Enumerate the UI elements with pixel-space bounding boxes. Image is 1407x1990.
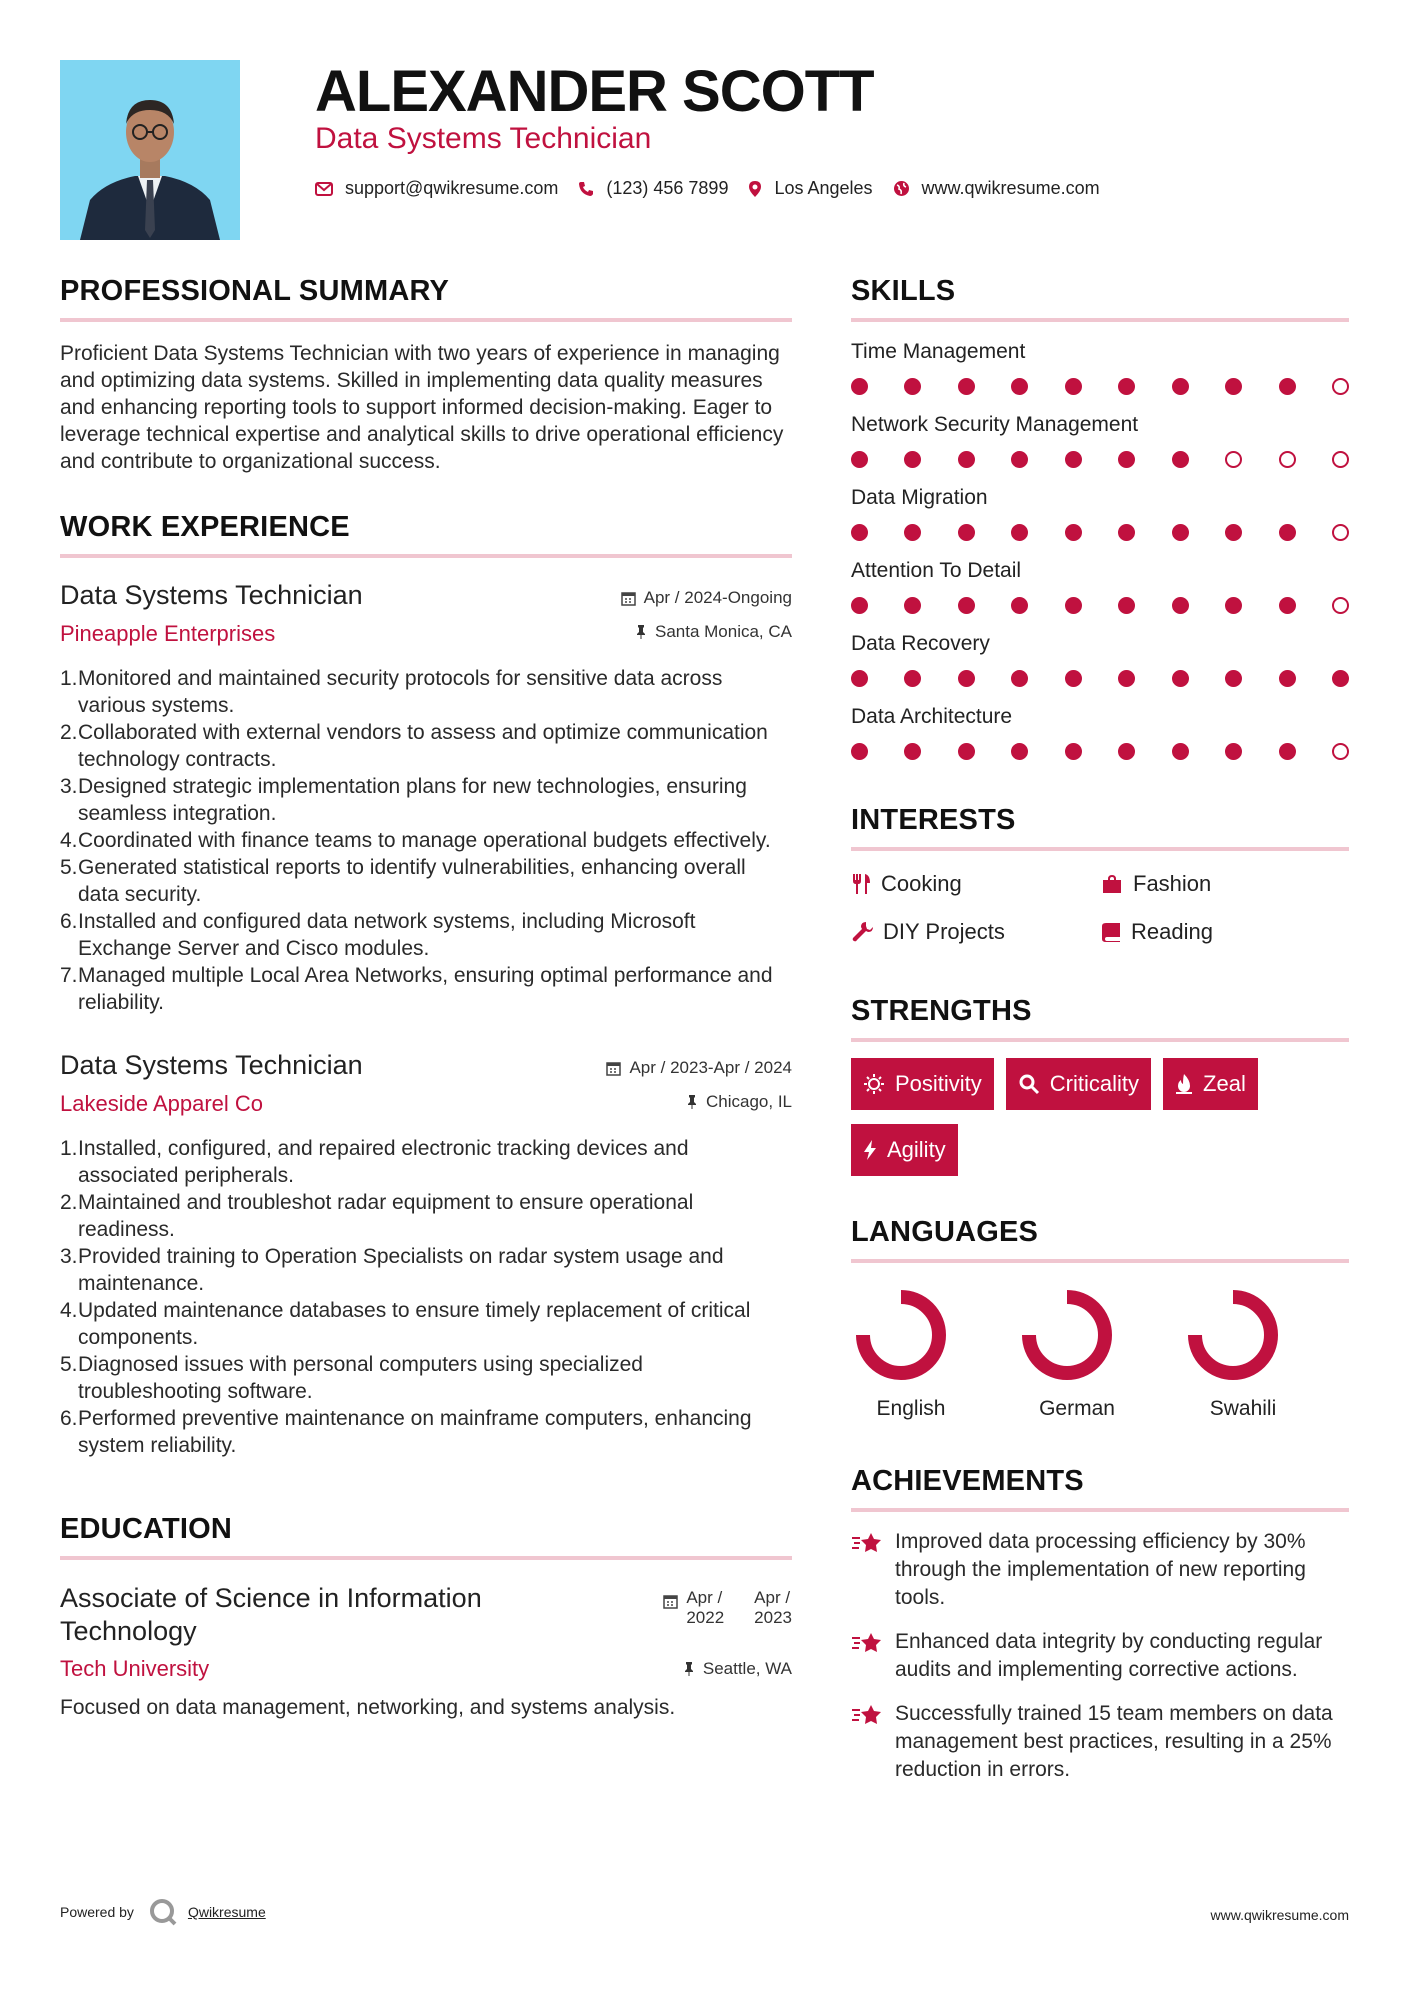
globe-icon: [893, 180, 910, 197]
rating-dot-filled: [1225, 597, 1242, 614]
achievement-item: Successfully trained 15 team members on data management best practices, resulting in a 25% reduction in errors.: [851, 1700, 1349, 1784]
rating-dot-filled: [1225, 743, 1242, 760]
language-ring-arc: [863, 1297, 939, 1373]
contact-phone[interactable]: [578, 178, 728, 199]
rating-dot-empty: [1225, 451, 1242, 468]
list-item: 2. Collaborated with external vendors to assess and optimize communication technology contracts.: [60, 721, 768, 771]
job-entry: [60, 1050, 792, 1459]
section-title: ACHIEVEMENTS: [851, 1465, 1084, 1497]
skill-rating: [851, 378, 1349, 395]
contact-bar: [315, 178, 1120, 199]
rating-dot-filled: [1011, 597, 1028, 614]
rating-dot-filled: [1011, 743, 1028, 760]
skill-item: [851, 413, 1349, 468]
interest-item: Cooking: [851, 871, 1101, 897]
job-duties: [60, 665, 792, 1016]
right-column: [851, 275, 1349, 1784]
language-proficiency-ring: [851, 1285, 971, 1385]
utensils-icon: [851, 873, 871, 895]
rating-dot-filled: [904, 524, 921, 541]
pin-icon: [635, 624, 647, 640]
education-location: Seattle, WA: [683, 1659, 792, 1679]
job-duties: [60, 1135, 792, 1459]
section-divider: [60, 554, 792, 558]
rating-dot-filled: [1279, 743, 1296, 760]
rating-dot-filled: [904, 451, 921, 468]
bolt-icon: [863, 1139, 877, 1161]
education-section: [60, 1513, 792, 1720]
summary-text: Proficient Data Systems Technician with two years of experience in managing and optimizing data systems. Skilled in implementing data quality measures and enhancing reporting tools to support informed decision-making. Eager to leverage technical expertise and analytical skills to drive operational efficiency and contribute to organizational success.: [60, 342, 784, 473]
language-proficiency-ring: [1017, 1285, 1137, 1385]
section-title: WORK EXPERIENCE: [60, 511, 350, 543]
skill-item: [851, 559, 1349, 614]
skill-name: Data Migration: [851, 486, 988, 509]
rating-dot-filled: [851, 451, 868, 468]
list-item: 6. Installed and configured data network systems, including Microsoft Exchange Server and Cisco modules.: [60, 910, 696, 960]
rating-dot-filled: [1065, 524, 1082, 541]
rating-dot-filled: [904, 743, 921, 760]
section-divider: [851, 1508, 1349, 1512]
brand-link[interactable]: Qwikresume: [187, 1904, 266, 1920]
rating-dot-filled: [958, 743, 975, 760]
rating-dot-empty: [1332, 524, 1349, 541]
rating-dot-filled: [1172, 670, 1189, 687]
star-icon: [851, 1630, 883, 1656]
qwikresume-logo-icon: [148, 1897, 178, 1927]
rating-dot-filled: [851, 597, 868, 614]
strength-badge: Criticality: [1006, 1058, 1151, 1110]
skill-name: Attention To Detail: [851, 559, 1022, 582]
shopping-bag-icon: [1101, 874, 1123, 894]
section-divider: [60, 318, 792, 322]
rating-dot-filled: [958, 524, 975, 541]
list-item: 4. Coordinated with finance teams to manage operational budgets effectively.: [60, 829, 771, 852]
skill-rating: [851, 451, 1349, 468]
language-name: German: [1039, 1397, 1115, 1420]
rating-dot-filled: [1011, 378, 1028, 395]
skill-name: Network Security Management: [851, 413, 1139, 436]
section-title: PROFESSIONAL SUMMARY: [60, 275, 450, 307]
rating-dot-filled: [1225, 524, 1242, 541]
skill-rating: [851, 597, 1349, 614]
list-item: 5. Generated statistical reports to identify vulnerabilities, enhancing overall data security.: [60, 856, 746, 906]
star-icon: [851, 1702, 883, 1728]
language-proficiency-ring: [1183, 1285, 1303, 1385]
skill-item: [851, 486, 1349, 541]
rating-dot-filled: [1172, 597, 1189, 614]
contact-location: [748, 178, 872, 199]
phone-icon: [578, 181, 594, 197]
section-title: EDUCATION: [60, 1513, 233, 1545]
list-item: 2. Maintained and troubleshot radar equipment to ensure operational readiness.: [60, 1191, 694, 1241]
strengths-section: [851, 995, 1349, 1190]
pin-icon: [686, 1094, 698, 1110]
rating-dot-filled: [1065, 670, 1082, 687]
rating-dot-filled: [1065, 743, 1082, 760]
achievement-item: Improved data processing efficiency by 30% through the implementation of new reporting tools.: [851, 1528, 1349, 1612]
fire-icon: [1175, 1073, 1193, 1095]
footer-powered-by: Powered by Qwikresume: [60, 1897, 266, 1927]
skill-rating: [851, 524, 1349, 541]
interest-item: Reading: [1101, 919, 1341, 945]
language-name: English: [876, 1397, 946, 1420]
rating-dot-filled: [958, 597, 975, 614]
wrench-icon: [851, 921, 873, 943]
section-divider: [851, 1038, 1349, 1042]
rating-dot-filled: [1118, 524, 1135, 541]
school-name: Tech University: [60, 1656, 210, 1681]
envelope-icon: [315, 182, 333, 196]
candidate-title: Data Systems Technician: [315, 122, 652, 155]
rating-dot-filled: [1011, 670, 1028, 687]
section-title: LANGUAGES: [851, 1216, 1039, 1248]
job-title: Data Systems Technician: [60, 580, 363, 610]
rating-dot-filled: [1225, 378, 1242, 395]
rating-dot-filled: [1332, 670, 1349, 687]
rating-dot-filled: [1118, 670, 1135, 687]
interests-section: [851, 804, 1349, 945]
rating-dot-filled: [1065, 378, 1082, 395]
rating-dot-filled: [851, 743, 868, 760]
rating-dot-filled: [1011, 451, 1028, 468]
calendar-icon: [621, 591, 636, 606]
rating-dot-filled: [1065, 451, 1082, 468]
job-company: Lakeside Apparel Co: [60, 1091, 264, 1116]
rating-dot-filled: [958, 378, 975, 395]
rating-dot-filled: [851, 670, 868, 687]
section-divider: [60, 1556, 792, 1560]
section-divider: [851, 318, 1349, 322]
job-title: Data Systems Technician: [60, 1050, 363, 1080]
list-item: 6. Performed preventive maintenance on mainframe computers, enhancing system reliability.: [60, 1407, 752, 1457]
rating-dot-empty: [1332, 378, 1349, 395]
strength-badge: Positivity: [851, 1058, 994, 1110]
rating-dot-filled: [1279, 670, 1296, 687]
rating-dot-filled: [851, 378, 868, 395]
rating-dot-filled: [851, 524, 868, 541]
job-entry: [60, 580, 792, 1016]
education-description: Focused on data management, networking, and systems analysis.: [60, 1696, 676, 1719]
skill-item: [851, 340, 1349, 395]
list-item: 1. Monitored and maintained security protocols for sensitive data across various systems.: [60, 667, 723, 717]
left-column: [60, 275, 792, 1720]
rating-dot-filled: [958, 451, 975, 468]
candidate-name: ALEXANDER SCOTT: [315, 59, 874, 124]
job-location: Santa Monica, CA: [621, 622, 792, 642]
rating-dot-empty: [1279, 451, 1296, 468]
search-icon: [1018, 1073, 1040, 1095]
section-title: INTERESTS: [851, 804, 1016, 836]
contact-website[interactable]: [893, 178, 1100, 199]
rating-dot-filled: [1172, 451, 1189, 468]
degree-title: Associate of Science in Information Technology: [60, 1583, 482, 1646]
contact-location-text: Los Angeles: [774, 178, 873, 198]
achievement-item: Enhanced data integrity by conducting regular audits and implementing corrective actions.: [851, 1628, 1349, 1684]
pin-icon: [683, 1661, 695, 1677]
list-item: 4. Updated maintenance databases to ensure timely replacement of critical components.: [60, 1299, 751, 1349]
book-icon: [1101, 922, 1121, 942]
calendar-icon: [606, 1061, 621, 1076]
footer-website[interactable]: www.qwikresume.com: [1210, 1907, 1349, 1923]
skills-section: [851, 275, 1349, 760]
contact-website-text: www.qwikresume.com: [921, 178, 1100, 198]
achievements-section: [851, 1465, 1349, 1784]
language-item: [1183, 1285, 1349, 1421]
interest-item: Fashion: [1101, 871, 1341, 897]
contact-email[interactable]: [315, 178, 558, 199]
star-icon: [851, 1530, 883, 1556]
skill-name: Time Management: [851, 340, 1026, 363]
rating-dot-filled: [1118, 451, 1135, 468]
map-marker-icon: [748, 180, 762, 198]
rating-dot-filled: [958, 670, 975, 687]
job-company: Pineapple Enterprises: [60, 621, 276, 646]
rating-dot-filled: [1279, 524, 1296, 541]
rating-dot-empty: [1332, 743, 1349, 760]
rating-dot-filled: [904, 378, 921, 395]
list-item: 3. Provided training to Operation Specialists on radar system usage and maintenance.: [60, 1245, 724, 1295]
contact-email-text: support@qwikresume.com: [345, 178, 559, 198]
section-divider: [851, 1259, 1349, 1263]
person-portrait-icon: [60, 60, 240, 240]
language-ring-arc: [1195, 1297, 1271, 1373]
rating-dot-filled: [1065, 597, 1082, 614]
language-name: Swahili: [1209, 1397, 1277, 1420]
rating-dot-filled: [1172, 743, 1189, 760]
interest-item: DIY Projects: [851, 919, 1101, 945]
rating-dot-filled: [1118, 378, 1135, 395]
skill-item: [851, 705, 1349, 760]
job-date: Apr / 2024-Ongoing: [621, 588, 792, 608]
profile-photo: [60, 60, 240, 240]
skill-name: Data Recovery: [851, 632, 990, 655]
skill-rating: [851, 743, 1349, 760]
strength-badge: Agility: [851, 1124, 958, 1176]
calendar-icon: [663, 1594, 678, 1609]
rating-dot-filled: [1118, 743, 1135, 760]
rating-dot-filled: [1011, 524, 1028, 541]
language-item: [1017, 1285, 1183, 1421]
section-title: STRENGTHS: [851, 995, 1032, 1027]
list-item: 7. Managed multiple Local Area Networks, ensuring optimal performance and reliability.: [60, 964, 773, 1014]
rating-dot-filled: [904, 597, 921, 614]
contact-phone-text: (123) 456 7899: [606, 178, 729, 198]
list-item: 1. Installed, configured, and repaired electronic tracking devices and associated peripherals.: [60, 1137, 689, 1187]
skill-name: Data Architecture: [851, 705, 1013, 728]
rating-dot-filled: [1118, 597, 1135, 614]
rating-dot-empty: [1332, 597, 1349, 614]
sun-icon: [863, 1073, 885, 1095]
rating-dot-filled: [1172, 524, 1189, 541]
summary-section: [60, 275, 792, 475]
language-item: [851, 1285, 1017, 1421]
job-date: Apr / 2023-Apr / 2024: [606, 1058, 792, 1078]
education-dates: Apr / 2022 Apr / 2023: [663, 1588, 792, 1648]
job-location: Chicago, IL: [606, 1092, 792, 1112]
rating-dot-filled: [904, 670, 921, 687]
list-item: 5. Diagnosed issues with personal computers using specialized troubleshooting software.: [60, 1353, 643, 1403]
experience-section: [60, 511, 792, 1459]
section-title: SKILLS: [851, 275, 956, 307]
rating-dot-filled: [1279, 597, 1296, 614]
languages-section: [851, 1216, 1349, 1421]
rating-dot-filled: [1225, 670, 1242, 687]
skill-item: [851, 632, 1349, 687]
rating-dot-filled: [1172, 378, 1189, 395]
section-divider: [851, 847, 1349, 851]
list-item: 3. Designed strategic implementation plans for new technologies, ensuring seamless integration.: [60, 775, 747, 825]
rating-dot-empty: [1332, 451, 1349, 468]
strength-badge: Zeal: [1163, 1058, 1258, 1110]
skill-rating: [851, 670, 1349, 687]
language-ring-arc: [1029, 1297, 1105, 1373]
rating-dot-filled: [1279, 378, 1296, 395]
